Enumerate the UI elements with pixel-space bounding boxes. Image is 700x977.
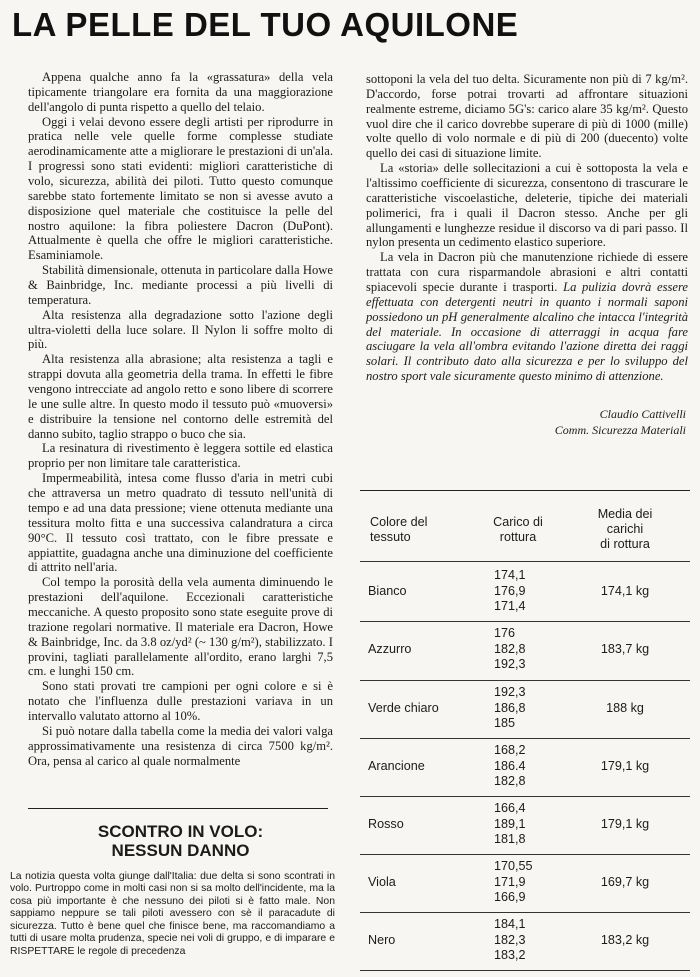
paragraph-text: La vela in Dacron più che manutenzione richiede di essere trattata con cura risparmandole abrasioni e altri contatti spiacevoli specie durante i trasporti. [366,250,688,295]
box-text: La notizia questa volta giunge dall'Italia: due delta si sono scontrati in volo. Purtroppo come in molti casi non si sa molto dell'incidente, ma la cosa più importante è che nessuno dei piloti si è fatto male. Non sappiamo neppure se tali piloti avessero con sè il paracadute di sicurezza. Tutto è bene quel che finisce bene, ma raccomandiamo a tutti di usare molta prudenza, specie nei voli di gruppo, e di imparare e RISPETTARE le regole di precedenza [10,871,335,957]
table-row [360,563,690,621]
header-average [570,507,680,569]
table-row [360,912,690,970]
row-value: 186,8 [494,700,526,715]
row-color: Nero [368,933,396,947]
row-value: 182,3 [494,932,526,947]
row-values [494,685,554,732]
row-value: 192,3 [494,685,526,699]
signature [386,406,686,438]
row-value: 176,9 [494,583,526,598]
row-value: 185 [494,716,516,730]
row-values [494,801,554,848]
row-average: 183,7 kg [600,642,650,656]
row-value: 171,4 [494,599,526,613]
paragraph: Alta resistenza alla abrasione; alta resistenza a tagli e strappi dovuta alla geometria della trama. In effetti le fibre vengono intrecciate ad angolo retto e sono libere di scorrere le une sulle altre. In questo modo il tessuto può «muoversi» e distribuire la tensione nel contorno delle estremità del danno subito, taglio strappo o buco che sia. [28,352,333,441]
article-title: LA PELLE DEL TUO AQUILONE [12,6,519,43]
row-values [494,917,554,964]
row-average: 169,7 kg [600,875,650,889]
table-row [360,854,690,912]
paragraph: Appena qualche anno fa la «grassatura» della vela tipicamente triangolare era fornita da una maggiorazione dell'angolo di punta rispetto a quello del telaio. [28,70,333,114]
header-line: carichi [606,522,644,536]
paragraph: Sono stati provati tre campioni per ogni colore e si è notato che l'influenza dulle prestazioni variava in un intervallo valutato attorno al 10%. [28,679,333,723]
paragraph: Stabilità dimensionale, ottenuta in particolare dalla Howe & Bainbridge, Inc. mediante processi a più livelli di temperatura. [28,263,333,307]
row-value: 182,8 [494,641,526,656]
row-values [494,859,554,906]
signature-role: Comm. Sicurezza Materiali [554,423,686,438]
row-average: 183,2 kg [600,933,650,947]
box-title-line: SCONTRO IN VOLO: [97,822,264,841]
left-column [28,70,333,768]
right-column [366,72,688,384]
row-value: 166,4 [494,801,526,815]
paragraph: La «storia» delle sollecitazioni a cui è sottoposta la vela e l'altissimo coefficiente di sicurezza, consentono di trascurare le caratteristiche viscoelastiche, deleterie, tipiche dei materiali polimerici, fra i quali il Dacron stesso. Anche per gli allungamenti e lunghezze residue il discorso va di pari passo. Il nylon presenta un cedimento elastico superiore. [366,161,688,250]
table-top-rule [360,490,690,491]
row-average: 179,1 kg [600,759,650,773]
row-value: 176 [494,626,516,640]
row-value: 168,2 [494,743,526,757]
row-color: Verde chiaro [368,701,439,715]
paragraph: Impermeabilità, intesa come flusso d'aria in metri cubi che attraversa un metro quadrato di tessuto nell'unità di tempo e ad una data pressione; viene ottenuta mediante una tessitura molto fitta e una successiva calandratura a circa 90°C. Il tessuto così trattato, con le fibre pressate e appiattite, guadagna anche una diminuzione del coefficiente di attrito nell'aria. [28,471,333,575]
paragraph: Col tempo la porosità della vela aumenta diminuendo le prestazioni dell'aquilone. Eccezionali caratteristiche meccaniche. A questo proposito sono state eseguite prove di trazione regolari normative. Il materiale era Dacron, Howe & Bainbridge, Inc. da 3.8 oz/yd² (~ 130 g/m²), stabilizzato. I provini, tagliati parallelamente all'ordito, erano larghi 7,5 cm. e lunghi 150 cm. [28,575,333,679]
row-value: 174,1 [494,568,526,582]
paragraph [366,250,688,384]
row-value: 189,1 [494,816,526,831]
row-color: Arancione [368,759,425,773]
table-row [360,796,690,854]
signature-name: Claudio Cattivelli [599,407,686,421]
row-values [494,743,554,790]
row-value: 192,3 [494,657,526,671]
header-line: tessuto [370,530,411,544]
row-value: 186.4 [494,758,526,773]
table-bottom-rule [360,970,690,971]
row-value: 182,8 [494,774,526,788]
header-line: rottura [499,530,537,544]
paragraph: La resinatura di rivestimento è leggera sottile ed elastica proprio per non limitare tale caratteristica. [28,441,333,471]
table-row [360,621,690,679]
header-line: Colore del [370,515,428,529]
header-line: di rottura [600,537,650,551]
box-title-line: NESSUN DANNO [111,841,250,861]
row-value: 171,9 [494,874,526,889]
row-average: 174,1 kg [600,584,650,598]
paragraph-italic-text: La pulizia dovrà essere effettuata con detergenti neutri in quanto i normali saponi possiedono un pH generalmente alcalino che intacca l'integrità del materiale. In occasione di atterraggi in acqua fare asciugare la vela all'ombra evitando l'azione diretta dei raggi solari. Il contributo dato alla sicurezza e per lo sviluppo del nostro sport vale sicuramente questo minimo di attenzione. [366,280,689,384]
row-average: 179,1 kg [600,817,650,831]
row-color: Azzurro [368,642,412,656]
box-title [28,822,333,860]
left-divider [28,808,328,809]
row-color: Viola [368,875,396,889]
table-row [360,680,690,738]
row-value: 181,8 [494,832,526,846]
paragraph: Oggi i velai devono essere degli artisti per riprodurre in pratica nelle vele quelle forme complesse studiate aerodinamicamente atte a migliorare le prestazioni di un'ala. I progressi sono stati evidenti: migliori caratteristiche di volo, sicurezza, abilità dei piloti. Tutto questo comunque sarebbe stato fortemente limitato se non si avesse avuto a disposizione quel materiale che costituisce la pelle del nostro aquilone: la fibra poliestere Dacron (DuPont). Attualmente è quella che offre le migliori caratteristiche. Esaminiamole. [28,114,333,263]
row-values [494,626,554,673]
row-values [494,568,554,615]
row-value: 170,55 [494,859,533,873]
row-value: 184,1 [494,917,526,931]
paragraph: Si può notare dalla tabella come la media dei valori valga approssimativamente una resistenza di circa 7500 kg/m². Ora, pensa al carico al quale normalmente [28,723,333,768]
row-divider [360,561,690,562]
table-row [360,738,690,796]
row-value: 183,2 [494,948,526,962]
row-color: Rosso [368,817,404,831]
paragraph: Alta resistenza alla degradazione sotto l'azione degli ultra-violetti della luce solare. Il Nylon li soffre molto di più. [28,307,333,352]
row-color: Bianco [368,584,407,598]
row-value: 166,9 [494,890,526,904]
row-average: 188 kg [606,701,644,715]
paragraph: sottoponi la vela del tuo delta. Sicuramente non più di 7 kg/m². D'accordo, forse potrai trovarti ad affrontare situazioni realmente estreme, diciamo 5G's: carico alare 35 kg/m². Questo vuol dire che il carico dovrebbe superare di più di 1000 (mille) volte quello di volo normale e di più di 200 (duecento) volte quello dei casi di situazione limite. [366,72,688,161]
header-line: Media dei [597,507,653,521]
header-line: Carico di [493,515,543,529]
